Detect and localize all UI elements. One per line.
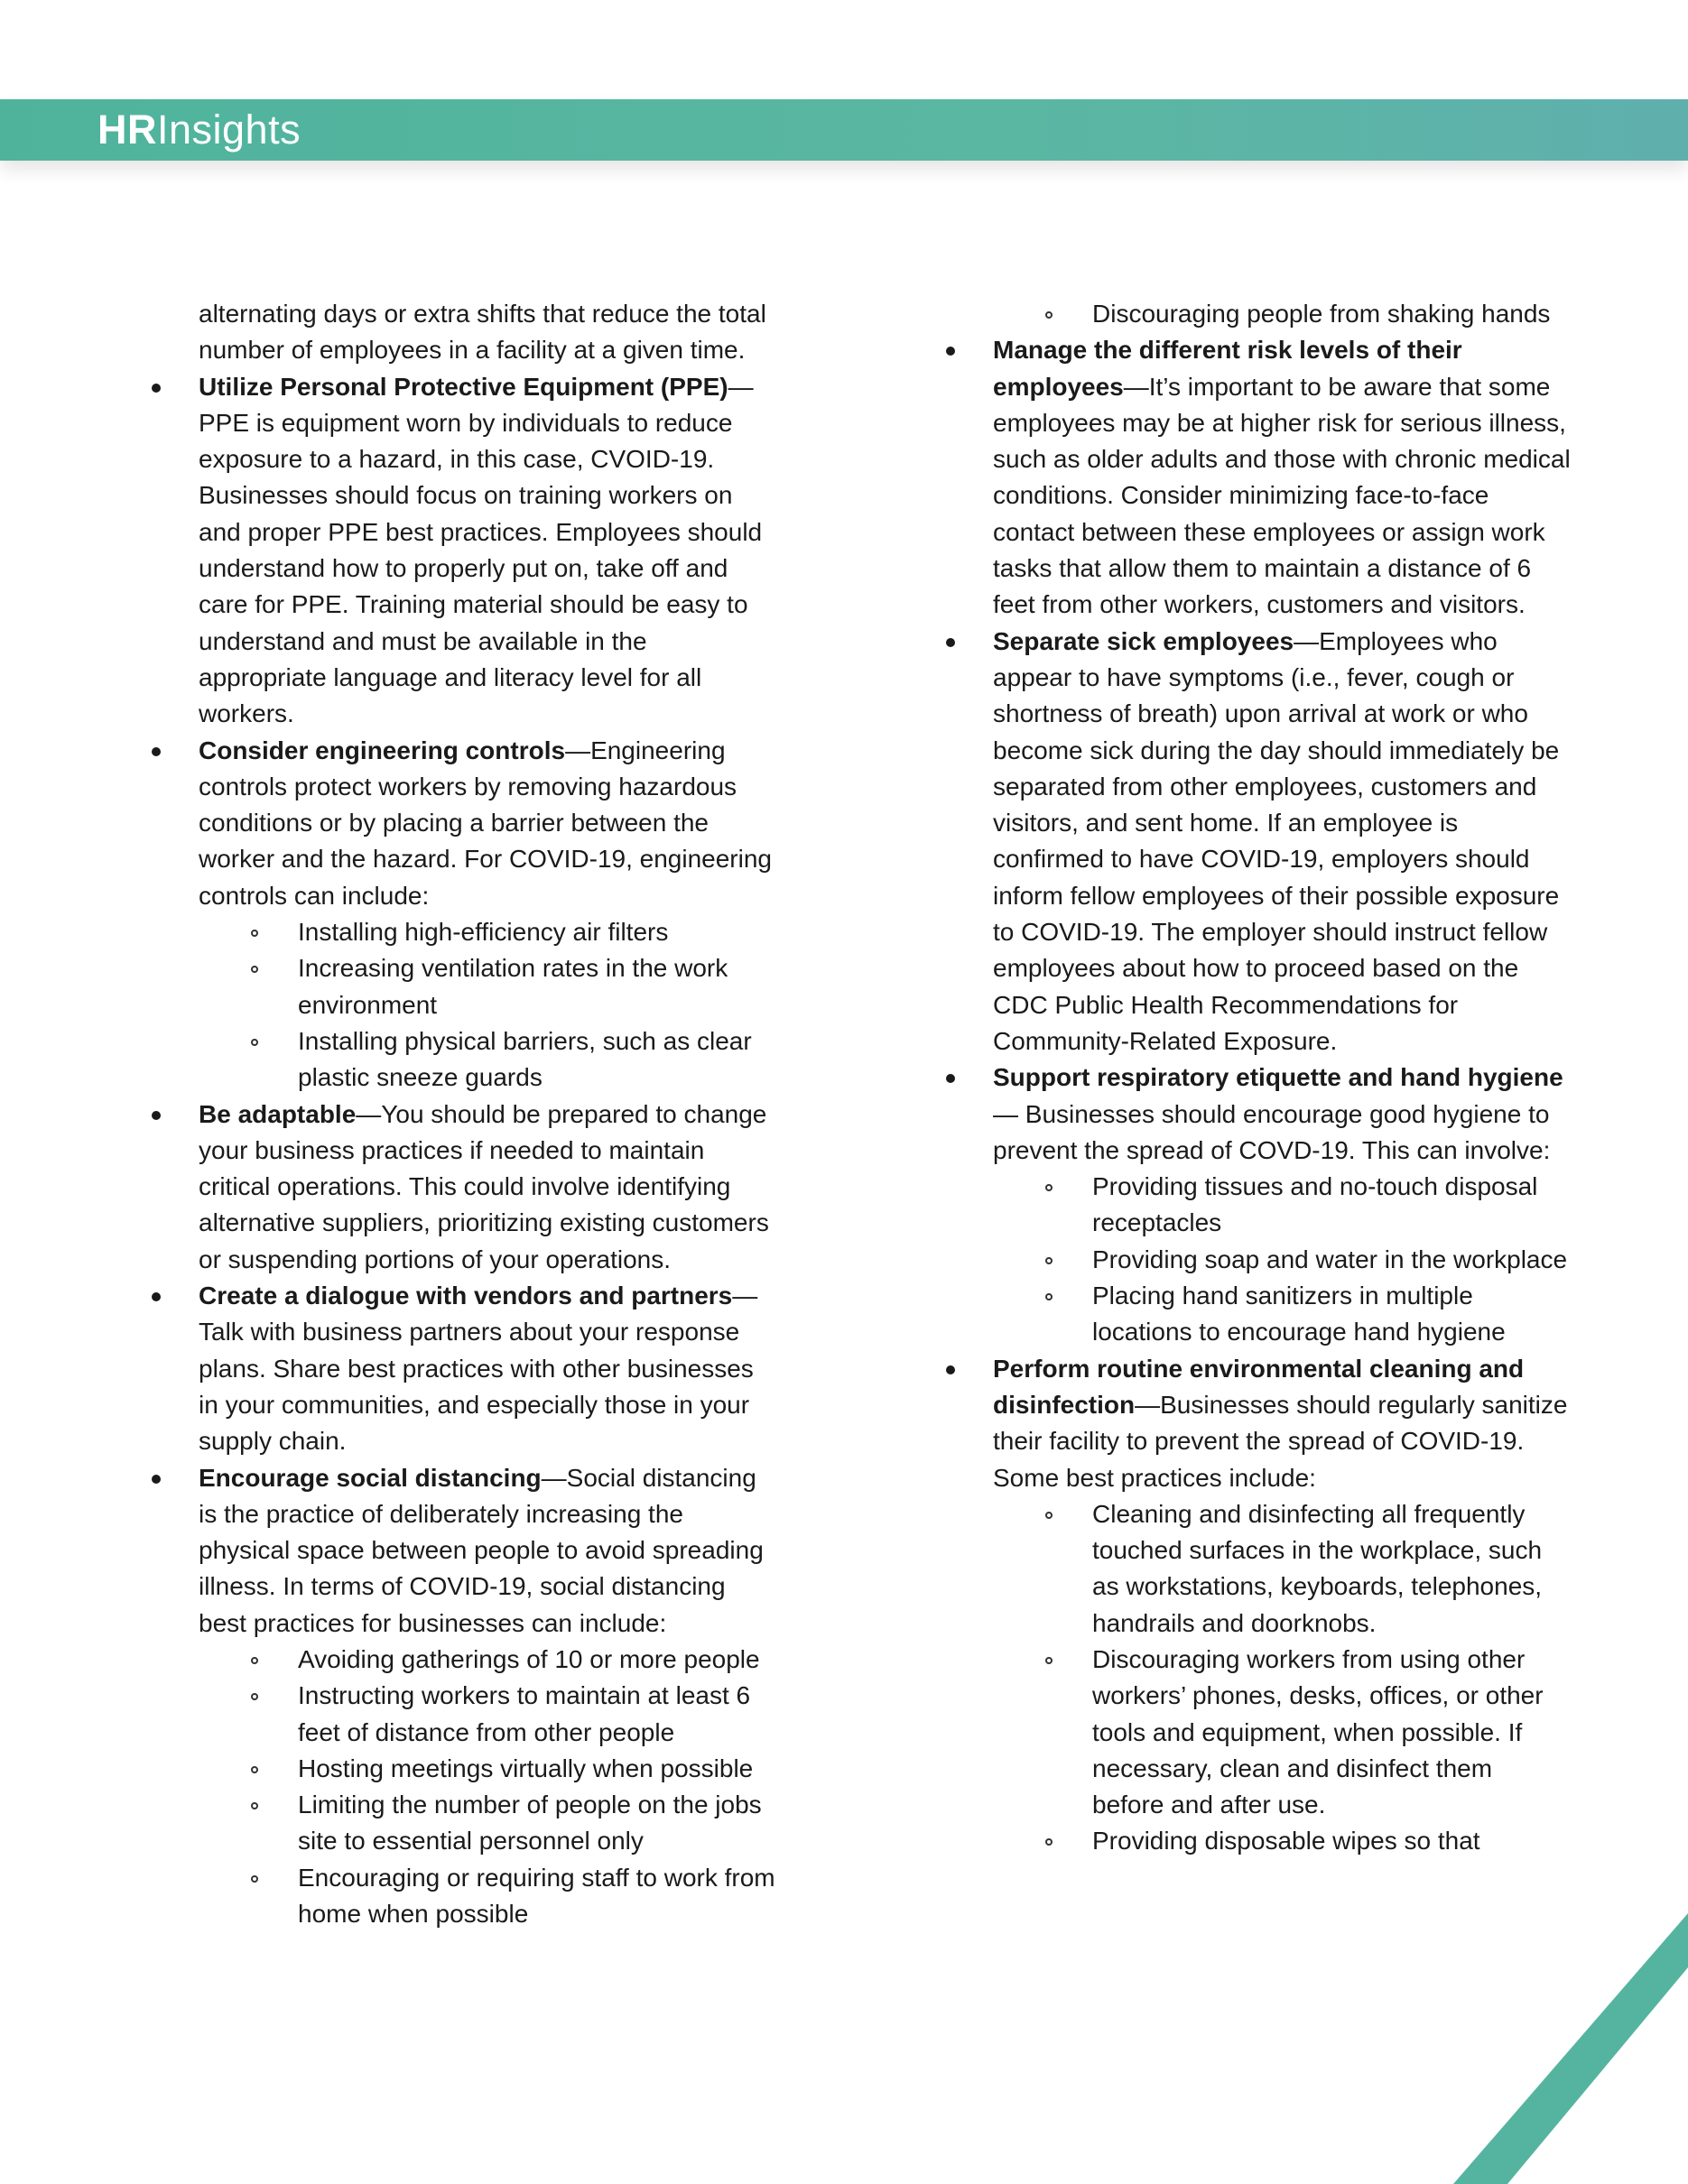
corner-stripe-decoration [1453, 1913, 1688, 2184]
bullet-lead: Be adaptable [199, 1099, 357, 1128]
bullet-text: —Employees who appear to have symptoms (i.e., fever, cough or shortness of breath) upon arrival at work or who become sick during the day should immediately be separated from other employees, customers and visitors, and sent home. If an employee is confirmed to have COVID-19, employers should inform fellow employees of their possible exposure to COVID-19. The employer should instruct fellow employees about how to proceed based on the CDC Public Health Recommendations for Community-Related Exposure. [993, 626, 1560, 1055]
bullet-lead: Separate sick employees [993, 626, 1294, 655]
bullet-text: —Engineering controls protect workers by removing hazardous conditions or by placing a barrier between the worker and the hazard. For COVID-19, engineering controls can include: [199, 736, 772, 910]
list-item: Providing tissues and no-touch disposal receptacles [1092, 1169, 1571, 1242]
hygiene-list [939, 1169, 1571, 1350]
continued-text-line-1: alternating days or extra shifts that reduce the total [199, 300, 766, 328]
bullet-text: — Businesses should encourage good hygiene to prevent the spread of COVD-19. This can involve: [993, 1099, 1551, 1164]
list-item: Providing disposable wipes so that [1092, 1823, 1571, 1859]
list-item: Cleaning and disinfecting all frequently touched surfaces in the workplace, such as workstations, keyboards, telephones, handrails and doorknobs. [1092, 1496, 1571, 1642]
bullet-sick-employees [939, 624, 1571, 1060]
bullet-text: — PPE is equipment worn by individuals to reduce exposure to a hazard, in this case, CVOID-19. Businesses should focus on training workers on and proper PPE best practices. Employees should understand how to properly put on, take off and care for PPE. Training material should be easy to understand and must be available in the appropriate language and literacy level for all workers. [199, 372, 763, 728]
bullet-text: —It’s important to be aware that some employees may be at higher risk for serious illness, such as older adults and those with chronic medical conditions. Consider minimizing face-to-face contact between these employees or assign work tasks that allow them to maintain a distance of 6 feet from other workers, customers and visitors. [993, 372, 1571, 619]
list-item: Discouraging workers from using other workers’ phones, desks, offices, or other tools and equipment, when possible. If necessary, clean and disinfect them before and after use. [1092, 1642, 1571, 1823]
list-item: Installing physical barriers, such as clear plastic sneeze guards [298, 1023, 776, 1097]
bullet-text: —Social distancing is the practice of deliberately increasing the physical space between people to avoid spreading illness. In terms of COVID-19, social distancing best practices for businesses can include: [199, 1463, 764, 1637]
bullet-text: —Talk with business partners about your response plans. Share best practices with other businesses in your communities, and especially those in your supply chain. [199, 1282, 758, 1456]
cleaning-list [939, 1496, 1571, 1860]
list-item: Providing soap and water in the workplace [1092, 1242, 1571, 1278]
bullet-cleaning [939, 1351, 1571, 1496]
continued-list [939, 296, 1571, 332]
bullet-lead: Encourage social distancing [199, 1463, 542, 1492]
list-item: Limiting the number of people on the jobs site to essential personnel only [298, 1787, 776, 1860]
bullet-text: —Businesses should regularly sanitize their facility to prevent the spread of COVID-19. Some best practices include: [993, 1390, 1568, 1492]
continued-text-line-2: number of employees in a facility at a given time. [199, 336, 746, 365]
left-column [144, 296, 776, 1932]
social-distancing-list [144, 1642, 776, 1932]
bullet-lead: Perform routine environmental cleaning and disinfection [993, 1354, 1525, 1419]
logo-hr: HR [97, 106, 157, 153]
bullet-lead: Support respiratory etiquette and hand hygiene [993, 1063, 1563, 1092]
bullet-vendor-dialogue [144, 1278, 776, 1459]
bullet-lead: Consider engineering controls [199, 736, 566, 764]
bullet-engineering-controls [144, 733, 776, 914]
hrinsights-logo [97, 103, 301, 157]
header-banner [0, 99, 1688, 161]
bullet-lead: Manage the different risk levels of their employees [993, 336, 1462, 401]
list-item: Avoiding gatherings of 10 or more people [298, 1642, 776, 1678]
bullet-ppe [144, 369, 776, 733]
engineering-controls-list [144, 914, 776, 1096]
list-item: Placing hand sanitizers in multiple locations to encourage hand hygiene [1092, 1278, 1571, 1351]
list-item: Instructing workers to maintain at least 6 feet of distance from other people [298, 1678, 776, 1751]
list-item: Hosting meetings virtually when possible [298, 1751, 776, 1787]
bullet-risk-levels [939, 332, 1571, 623]
corner-stripe [1453, 1913, 1688, 2184]
bullet-lead: Utilize Personal Protective Equipment (PPE) [199, 372, 728, 401]
list-item: Encouraging or requiring staff to work from home when possible [298, 1860, 776, 1933]
bullet-social-distancing [144, 1460, 776, 1642]
list-item: Discouraging people from shaking hands [1092, 296, 1571, 332]
bullet-lead: Create a dialogue with vendors and partners [199, 1282, 733, 1310]
list-item: Increasing ventilation rates in the work environment [298, 950, 776, 1023]
right-column [939, 296, 1571, 1860]
bullet-text: —You should be prepared to change your business practices if needed to maintain critical operations. This could involve identifying alternative suppliers, prioritizing existing customers or suspending portions of your operations. [199, 1099, 769, 1273]
logo-insights: Insights [157, 106, 301, 153]
list-item: Installing high-efficiency air filters [298, 914, 776, 950]
bullet-be-adaptable [144, 1097, 776, 1278]
bullet-hand-hygiene [939, 1060, 1571, 1169]
